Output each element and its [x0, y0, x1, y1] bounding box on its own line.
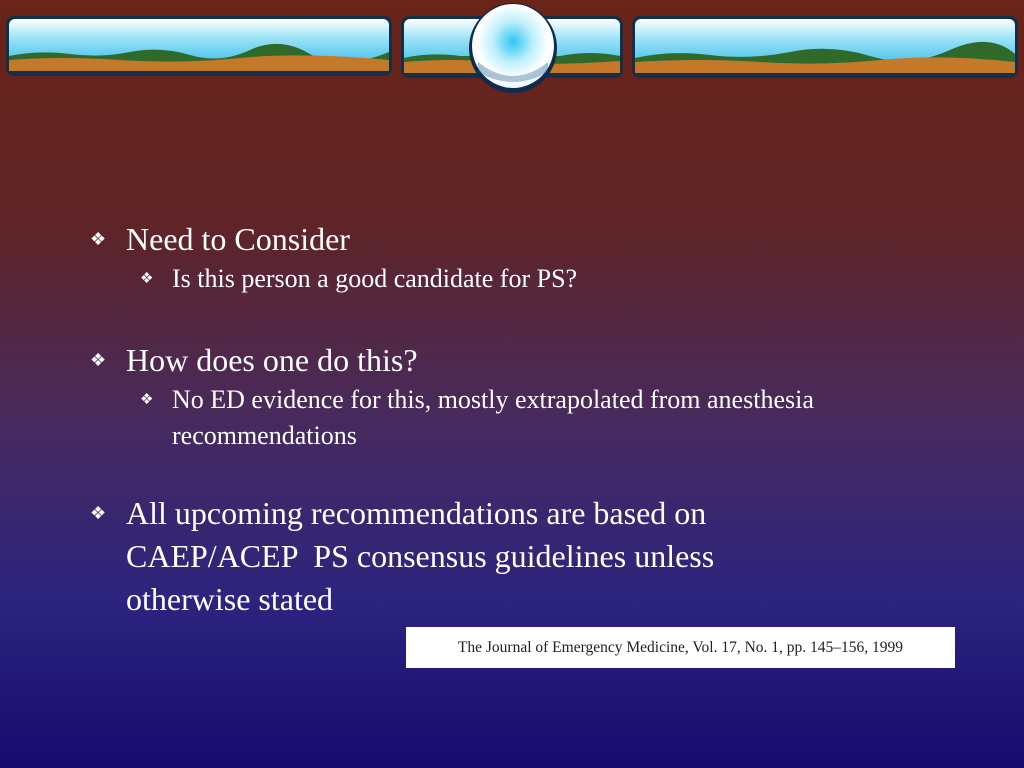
bullet-text-line-1: All upcoming recommendations are based on	[126, 495, 707, 531]
bullet-text: Need to Consider	[126, 221, 350, 257]
bullet-text-line-3: otherwise stated	[126, 581, 334, 617]
bullet-how-does-one	[90, 339, 950, 382]
bullet-all-upcoming	[90, 492, 950, 621]
sub-bullet-candidate	[90, 261, 950, 297]
diamond-bullet-icon: ❖	[140, 392, 154, 408]
sub-bullet-text: Is this person a good candidate for PS?	[172, 264, 578, 293]
journal-citation: The Journal of Emergency Medicine, Vol. 17, No. 1, pp. 145–156, 1999	[406, 627, 955, 668]
bullet-text-line-2: CAEP/ACEP PS consensus guidelines unless	[126, 538, 715, 574]
diamond-bullet-icon: ❖	[90, 503, 107, 523]
diamond-bullet-icon: ❖	[140, 271, 154, 287]
right-landscape-panel	[632, 16, 1018, 78]
sub-bullet-text: No ED evidence for this, mostly extrapolated from anesthesia recommendations	[172, 385, 814, 450]
globe-emblem	[469, 3, 557, 93]
sub-bullet-no-ed-evidence	[90, 382, 950, 454]
bullet-need-to-consider	[90, 218, 950, 261]
diamond-bullet-icon: ❖	[90, 350, 107, 370]
diamond-bullet-icon: ❖	[90, 229, 107, 249]
slide-bullets	[90, 218, 950, 621]
header-banner	[0, 0, 1024, 95]
left-landscape-panel	[6, 16, 392, 76]
bullet-text: How does one do this?	[126, 342, 418, 378]
